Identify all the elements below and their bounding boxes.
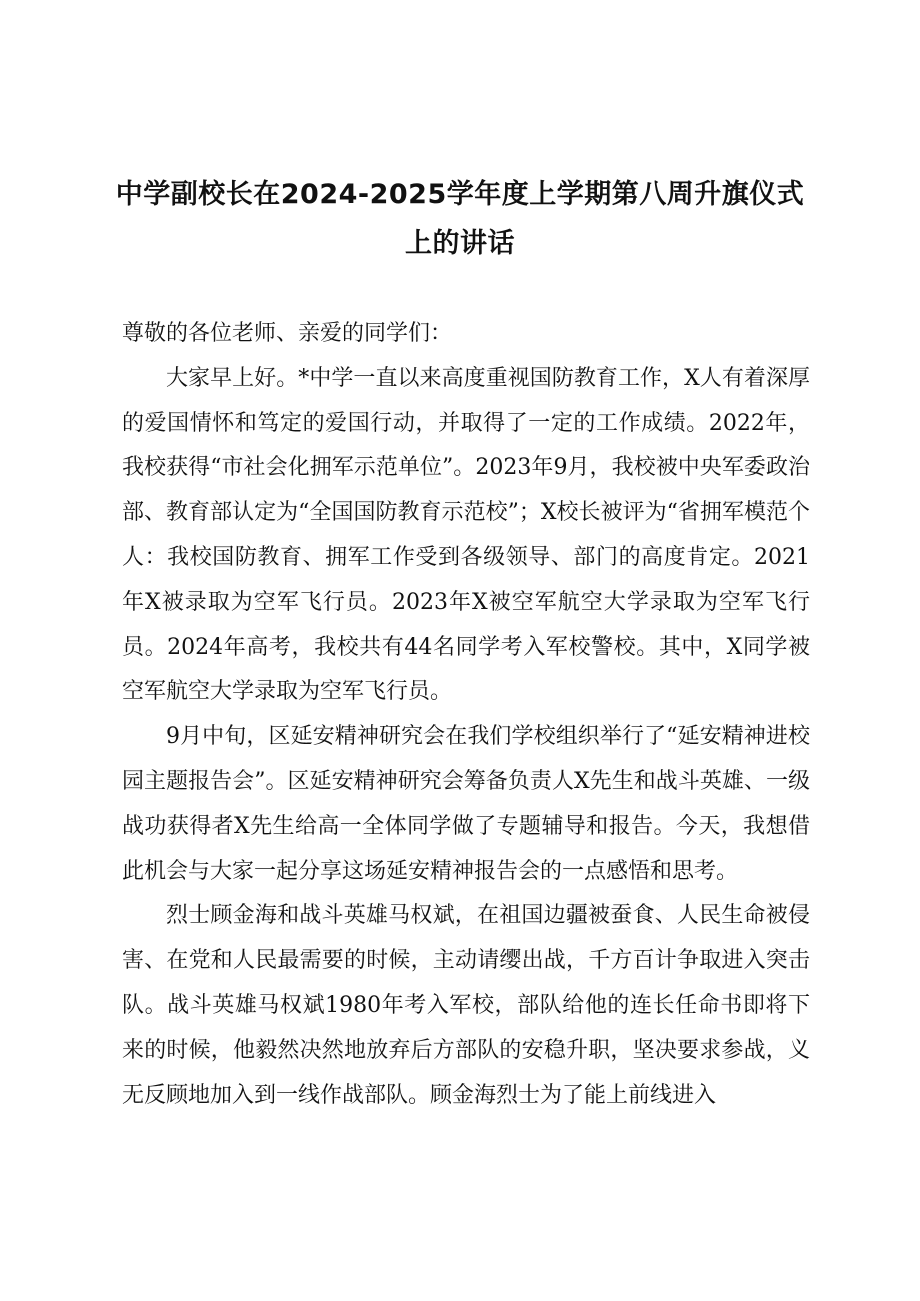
document-body: [122, 312, 810, 1118]
title-line-2: 上的讲话: [405, 228, 515, 259]
paragraph-3: 烈士顾金海和战斗英雄马权斌，在祖国边疆被蚕食、人民生命被侵害、在党和人民最需要的时候，主动请缨出战，千方百计争取进入突击队。战斗英雄马权斌1980年考入军校，部队给他的连长任命书即将下来的时候，他毅然决然地放弃后方部队的安稳升职，坚决要求参战，义无反顾地加入到一线作战部队。顾金海烈士为了能上前线进入: [122, 903, 810, 1108]
paragraph-2: 9月中旬，区延安精神研究会在我们学校组织举行了“延安精神进校园主题报告会”。区延安精神研究会筹备负责人X先生和战斗英雄、一级战功获得者X先生给高一全体同学做了专题辅导和报告。今天，我想借此机会与大家一起分享这场延安精神报告会的一点感悟和思考。: [122, 724, 810, 884]
title-line-1: 中学副校长在2024-2025学年度上学期第八周升旗仪式: [115, 179, 805, 210]
paragraph-1: 大家早上好。*中学一直以来高度重视国防教育工作，X人有着深厚的爱国情怀和笃定的爱国行动，并取得了一定的工作成绩。2022年，我校获得“市社会化拥军示范单位”。2023年9月，我校被中央军委政治部、教育部认定为“全国国防教育示范校”；X校长被评为“省拥军模范个人：我校国防教育、拥军工作受到各级领导、部门的高度肯定。2021年X被录取为空军飞行员。2023年X被空军航空大学录取为空军飞行员。2024年高考，我校共有44名同学考入军校警校。其中，X同学被空军航空大学录取为空军飞行员。: [122, 365, 810, 705]
salutation: 尊敬的各位老师、亲爱的同学们：: [122, 321, 453, 346]
document-title: [110, 170, 810, 268]
